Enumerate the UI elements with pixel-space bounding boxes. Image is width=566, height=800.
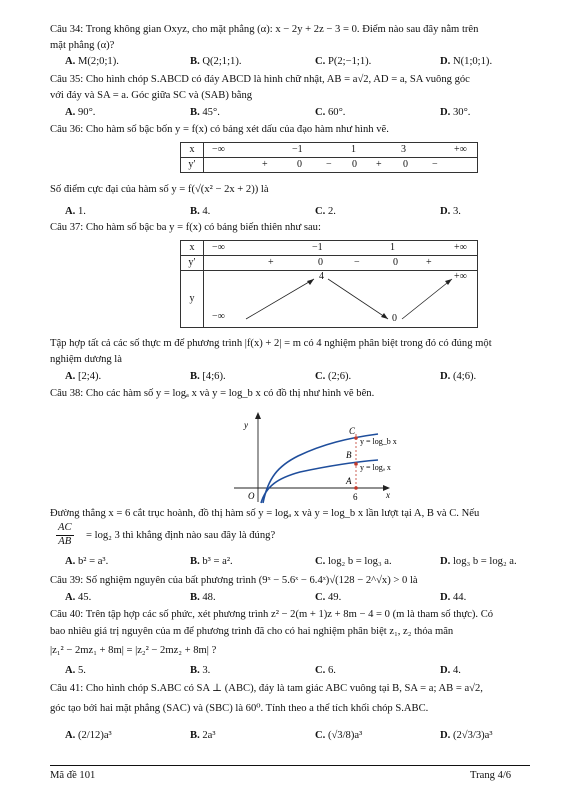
q36-x-0: −∞ xyxy=(212,144,225,155)
q37-variation-table xyxy=(180,240,478,328)
q34-answer-d: D. N(1;0;1). xyxy=(440,56,493,67)
q36-sign-6: − xyxy=(432,159,438,170)
q37-y-plus-inf: +∞ xyxy=(454,271,467,282)
q35-answer-a: A. 90°. xyxy=(65,107,96,118)
q41-line2: góc tạo bởi hai mặt phẳng (SAC) và (SBC) là 60⁰. Tính theo a thể tích khối chóp S.ABC. xyxy=(50,703,429,714)
q37-line3: nghiệm dương là xyxy=(50,354,122,365)
q37-x-1: −1 xyxy=(312,242,323,253)
q36-answer-d: D. 3. xyxy=(440,206,461,217)
q38-axis-x: x xyxy=(386,490,390,500)
q39-answer-b: B. 48. xyxy=(190,592,216,603)
q38-label-a: y = logₐ x xyxy=(360,463,391,472)
q34-answer-c: C. P(2;−1;1). xyxy=(315,56,372,67)
q37-yp-label: y′ xyxy=(181,256,204,271)
q41-answer-c: C. (√3/8)a³ xyxy=(315,730,363,741)
q34-line1: Câu 34: Trong không gian Oxyz, cho mặt phẳng (α): x − 2y + 2z − 3 = 0. Điểm nào sau đây nằm trên xyxy=(50,24,479,35)
q38-origin: O xyxy=(248,491,255,501)
q36-x-2: 1 xyxy=(351,144,356,155)
q37-y-min: 0 xyxy=(392,313,397,324)
q36-sign-0: + xyxy=(262,159,268,170)
q38-label-b: y = log_b x xyxy=(360,437,397,446)
q41-answer-a: A. (2/12)a³ xyxy=(65,730,112,741)
q38-answer-b: B. b³ = a². xyxy=(190,556,233,567)
q37-sign-2: − xyxy=(354,257,360,268)
q35-answer-b: B. 45°. xyxy=(190,107,220,118)
q37-y-label: y xyxy=(181,271,204,328)
q37-sign-0: + xyxy=(268,257,274,268)
q39-answer-d: D. 44. xyxy=(440,592,467,603)
q36-x-4: +∞ xyxy=(454,144,467,155)
q38-point-b: B xyxy=(346,450,352,460)
q36-sign-5: 0 xyxy=(403,159,408,170)
q37-answer-a: A. [2;4). xyxy=(65,371,102,382)
q37-y-max: 4 xyxy=(319,271,324,282)
q38-line3: = log₂ 3 thì khẳng định nào sau đây là đúng? xyxy=(86,530,276,541)
q40-line3: |z₁² − 2mz₁ + 8m| = |z₂² − 2mz₂ + 8m| ? xyxy=(50,645,217,656)
q38-x-tick: 6 xyxy=(353,492,358,502)
q36-line2: Số điểm cực đại của hàm số y = f(√(x² − 2x + 2)) là xyxy=(50,184,269,195)
q37-x-label: x xyxy=(181,241,204,256)
q36-yp-label: y′ xyxy=(181,158,204,173)
q38-log-graph xyxy=(228,408,428,504)
q37-x-0: −∞ xyxy=(212,242,225,253)
footer-rule xyxy=(50,765,530,766)
q40-answer-c: C. 6. xyxy=(315,665,336,676)
q40-answer-d: D. 4. xyxy=(440,665,461,676)
q37-x-2: 1 xyxy=(390,242,395,253)
q36-sign-2: − xyxy=(326,159,332,170)
q37-line2: Tập hợp tất cả các số thực m để phương trình |f(x) + 2| = m có 4 nghiệm phân biệt trong đó có đúng một xyxy=(50,338,492,349)
q36-x-1: −1 xyxy=(292,144,303,155)
q37-sign-1: 0 xyxy=(318,257,323,268)
q36-line1: Câu 36: Cho hàm số bậc bốn y = f(x) có bảng xét dấu của đạo hàm như hình vẽ. xyxy=(50,124,389,135)
q37-sign-3: 0 xyxy=(393,257,398,268)
q38-point-a: A xyxy=(346,476,352,486)
q37-sign-4: + xyxy=(426,257,432,268)
q38-answer-a: A. b² = a³. xyxy=(65,556,109,567)
q36-sign-3: 0 xyxy=(352,159,357,170)
footer-exam-code: Mã đề 101 xyxy=(50,770,96,781)
q38-answer-c: C. log₂ b = log₃ a. xyxy=(315,556,392,567)
q39-line1: Câu 39: Số nghiệm nguyên của bất phương trình (9ˣ − 5.6ˣ − 6.4ˣ)√(128 − 2^√x) > 0 là xyxy=(50,575,418,586)
q41-answer-b: B. 2a³ xyxy=(190,730,216,741)
q40-answer-b: B. 3. xyxy=(190,665,211,676)
q35-answer-c: C. 60°. xyxy=(315,107,346,118)
q37-variation-arrows xyxy=(204,271,480,327)
q35-line1: Câu 35: Cho hình chóp S.ABCD có đáy ABCD là hình chữ nhật, AB = a√2, AD = a, SA vuông góc xyxy=(50,74,470,85)
q38-axis-y: y xyxy=(244,420,248,430)
q36-x-3: 3 xyxy=(401,144,406,155)
q38-point-c: C xyxy=(349,426,356,436)
q34-line2: mặt phẳng (α)? xyxy=(50,40,115,51)
q38-fraction: AC AB xyxy=(58,522,72,547)
q40-line1: Câu 40: Trên tập hợp các số phức, xét phương trình z² − 2(m + 1)z + 8m − 4 = 0 (m là tham số thực). Có xyxy=(50,609,494,620)
q34-answer-b: B. Q(2;1;1). xyxy=(190,56,242,67)
footer-page-number: Trang 4/6 xyxy=(470,770,512,781)
q41-answer-d: D. (2√3/3)a³ xyxy=(440,730,493,741)
q36-answer-c: C. 2. xyxy=(315,206,336,217)
q36-answer-a: A. 1. xyxy=(65,206,86,217)
q37-answer-b: B. [4;6). xyxy=(190,371,226,382)
q35-line2: với đáy và SA = a. Góc giữa SC và (SAB) bằng xyxy=(50,90,253,101)
q40-answer-a: A. 5. xyxy=(65,665,86,676)
q37-answer-c: C. (2;6). xyxy=(315,371,352,382)
q41-line1: Câu 41: Cho hình chóp S.ABC có SA ⊥ (ABC), đáy là tam giác ABC vuông tại B, SA = a; AB = a√2, xyxy=(50,683,483,694)
q39-answer-a: A. 45. xyxy=(65,592,92,603)
q38-line1: Câu 38: Cho các hàm số y = logₐ x và y = log_b x có đồ thị như hình vẽ bên. xyxy=(50,388,375,399)
q35-answer-d: D. 30°. xyxy=(440,107,471,118)
q38-line2: Đường thẳng x = 6 cắt trục hoành, đồ thị hàm số y = logₐ x và y = log_b x lần lượt tại A, B và C. Nếu xyxy=(50,508,480,519)
q37-line1: Câu 37: Cho hàm số bậc ba y = f(x) có bảng biến thiên như sau: xyxy=(50,222,321,233)
q37-answer-d: D. (4;6). xyxy=(440,371,477,382)
q37-y-minus-inf: −∞ xyxy=(212,311,225,322)
q36-sign-1: 0 xyxy=(297,159,302,170)
q39-answer-c: C. 49. xyxy=(315,592,342,603)
q36-sign-4: + xyxy=(376,159,382,170)
q38-answer-d: D. log₃ b = log₂ a. xyxy=(440,556,517,567)
q40-line2: bao nhiêu giá trị nguyên của m để phương trình đã cho có hai nghiệm phân biệt z₁, z₂ thỏa mãn xyxy=(50,626,454,637)
q37-x-3: +∞ xyxy=(454,242,467,253)
q36-sign-table xyxy=(180,142,478,173)
q36-x-label: x xyxy=(181,143,204,158)
q36-answer-b: B. 4. xyxy=(190,206,211,217)
q34-answer-a: A. M(2;0;1). xyxy=(65,56,119,67)
